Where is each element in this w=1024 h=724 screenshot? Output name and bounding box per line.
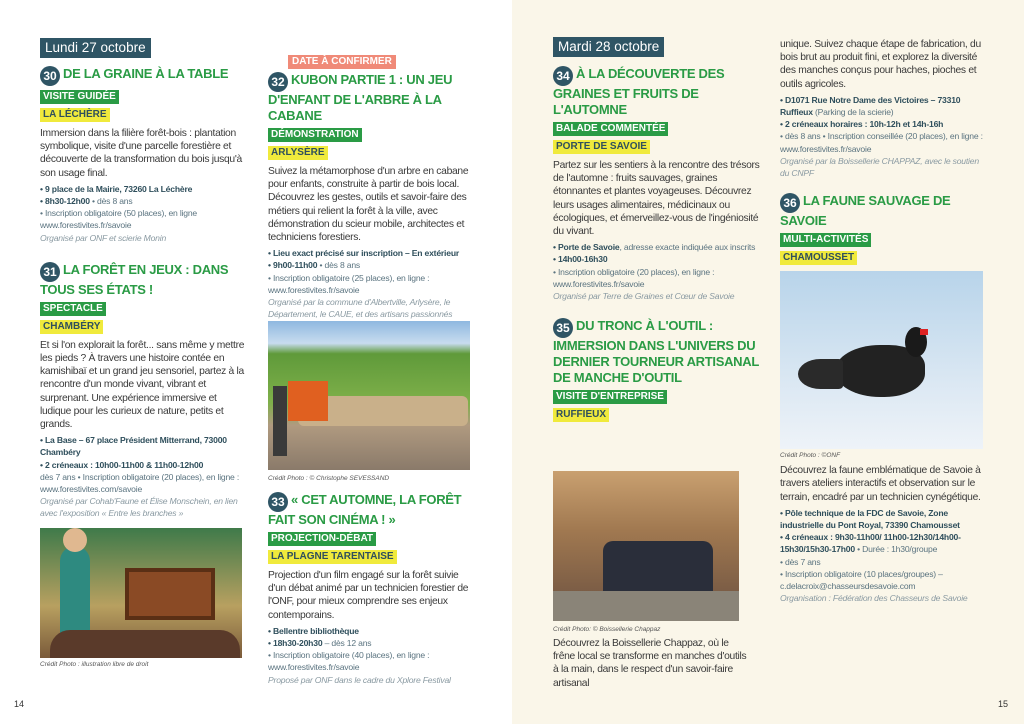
location-tag: CHAMOUSSET [780, 251, 857, 265]
event-organizer: Organisé par ONF et scierie Monin [40, 232, 167, 243]
event-address: • Porte de Savoie [553, 242, 620, 253]
event-age: • dès 8 ans [89, 196, 133, 207]
event-organizer: Organisé par Cohab'Faune et Élise Monschein, en lien avec l'exposition « Entre les branches » [40, 496, 238, 519]
event-title: KUBON PARTIE 1 : UN JEU D'ENFANT DE L'ARBRE À LA CABANE [268, 72, 453, 123]
event-organizer: Organisation : Fédération des Chasseurs de Savoie [780, 593, 968, 604]
event-number: 35 [553, 318, 573, 338]
event-description-continued: unique. Suivez chaque étape de fabrication, du bois brut au produit fini, et explorez la diversité des manches conçus pour haches, pioches et outils agricoles. [780, 39, 981, 90]
address-note: (Parking de la scierie) [812, 107, 894, 118]
workshop-photo [553, 471, 739, 621]
event-age: • dès 7 ans [780, 556, 821, 567]
event-number: 33 [268, 492, 288, 512]
event-time: • 18h30-20h30 [268, 638, 323, 649]
event-type-tag: BALADE COMMENTÉE [553, 122, 668, 136]
event-signup: • Inscription obligatoire (40 places), en ligne : www.forestivites.fr/savoie [268, 650, 430, 673]
event-30 [40, 66, 248, 244]
event-36-details [780, 464, 990, 604]
photo-credit: Crédit Photo : ©ONF [780, 452, 841, 460]
event-number: 31 [40, 262, 60, 282]
event-type-tag: PROJECTION-DÉBAT [268, 532, 376, 546]
event-signup: • dès 8 ans • Inscription conseillée (20 places), en ligne : www.forestivites.fr/savoie [780, 131, 983, 154]
event-35 [553, 318, 761, 422]
event-description: Découvrez la faune emblématique de Savoie à travers ateliers interactifs et observation sur le terrain, encadré par un technicien cynégétique. [780, 465, 981, 503]
event-organizer: Proposé par ONF dans le cadre du Xplore Festival [268, 674, 451, 685]
photo-credit: Crédit Photo : illustration libre de droit [40, 660, 149, 668]
event-type-tag: SPECTACLE [40, 302, 106, 316]
event-age: – dès 12 ans [322, 638, 372, 649]
event-title: LA FORÊT EN JEUX : DANS TOUS SES ÉTATS ! [40, 261, 229, 297]
event-time: • 9h00-11h00 [268, 260, 318, 271]
column-2 [268, 51, 476, 320]
event-title: LA FAUNE SAUVAGE DE SAVOIE [780, 193, 951, 229]
event-signup: • Inscription obligatoire (20 places), en ligne : www.forestivites.fr/savoie [553, 266, 715, 289]
event-organizer: Organisé par Terre de Graines et Cœur de Savoie [553, 291, 735, 302]
day-header: Lundi 27 octobre [40, 38, 151, 58]
sawmill-photo [268, 321, 470, 470]
event-title: À LA DÉCOUVERTE DES GRAINES ET FRUITS DE L'AUTOMNE [553, 66, 725, 117]
event-number: 32 [268, 72, 288, 92]
column-3 [553, 37, 761, 422]
page-number: 15 [998, 699, 1009, 709]
event-address: • 9 place de la Mairie, 73260 La Léchère [40, 183, 193, 194]
event-signup: • Inscription obligatoire (25 places), en ligne : www.forestivites.fr/savoie [268, 272, 430, 295]
event-number: 34 [553, 66, 573, 86]
event-signup: • Inscription obligatoire (10 places/groupes) – c.delacroix@chasseursdesavoie.com [780, 568, 943, 592]
event-description: Suivez la métamorphose d'un arbre en cabane pour enfants, construite à partir de bois local. Découvrez les gestes, outils et savoir-faire des métiers qui relient la forêt à la ville, avec démonstration du scieur mobile, architectes et techniciens forestiers. [268, 166, 469, 244]
event-duration: • Durée : 1h30/groupe [854, 544, 938, 555]
event-33 [268, 492, 476, 686]
event-34 [553, 66, 761, 302]
event-type-tag: VISITE D'ENTREPRISE [553, 390, 667, 404]
location-tag: RUFFIEUX [553, 408, 609, 422]
event-organizer: Organisé par la Boissellerie CHAPPAZ, avec le soutien du CNPF [780, 155, 979, 179]
event-title: DE LA GRAINE À LA TABLE [63, 66, 229, 81]
event-address: • Pôle technique de la FDC de Savoie, Zone industrielle du Pont Royal, 73390 Chamousset [780, 507, 960, 531]
event-title: « CET AUTOMNE, LA FORÊT FAIT SON CINÉMA ! » [268, 492, 462, 527]
event-description: Immersion dans la filière forêt-bois : plantation symbolique, visite d'une parcelle forestière et découverte de la transformation du bois jusqu'à son usage final. [40, 128, 242, 179]
event-address: • La Base – 67 place Président Mitterrand, 73000 Chambéry [40, 435, 227, 458]
event-signup: • Inscription obligatoire (50 places), en ligne www.forestivites.fr/savoie [40, 208, 197, 231]
event-time: • 2 créneaux horaires : 10h-12h et 14h-16h [780, 119, 944, 130]
event-type-tag: MULTI-ACTIVITÉS [780, 233, 871, 247]
event-organizer: Organisé par la commune d'Albertville, Arlysère, le Département, le CAUE, et des artisans passionnés [268, 297, 453, 320]
page-number: 14 [14, 699, 25, 709]
event-title: DU TRONC À L'OUTIL : IMMERSION DANS L'UNIVERS DU DERNIER TOURNEUR ARTISANAL DE MANCHE D'OUTIL [553, 318, 759, 386]
event-address: • Bellentre bibliothèque [268, 625, 359, 636]
storyteller-illustration [40, 528, 242, 658]
status-badge: DATE À CONFIRMER [288, 55, 396, 69]
day-header: Mardi 28 octobre [553, 37, 664, 57]
event-description: Et si l'on explorait la forêt... sans même y mettre les pieds ? À travers une histoire contée en kamishibaï et un grand jeu sensoriel, partez à la rencontre d'un monde vivant, vibrant et surprenant. Une expérience immersive et ludique pour les curieux de nature, petits et grands. [40, 339, 245, 431]
event-description: Projection d'un film engagé sur la forêt suivie d'un débat animé par un technicien forestier de l'ONF, pour mieux comprendre ses enjeux contemporains. [268, 570, 469, 621]
event-number: 36 [780, 193, 800, 213]
event-time: • 4 créneaux : 9h30-11h00/ 11h00-12h30/14h00-15h30/15h30-17h00 [780, 532, 961, 555]
location-tag: LA LÉCHÈRE [40, 108, 110, 122]
event-address: • Lieu exact précisé sur inscription – En extérieur [268, 248, 460, 259]
address-note: , adresse exacte indiquée aux inscrits [619, 242, 756, 253]
event-description: Partez sur les sentiers à la rencontre des trésors de l'automne : fruits sauvages, graines étonnantes et plantes voyageuses. Découvrez leurs usages alimentaires, médicinaux ou écologiques, et émerveillez-vous de l'ingéniosité du vivant. [553, 160, 760, 238]
event-32 [268, 72, 476, 320]
event-age: • dès 8 ans [317, 260, 360, 271]
column-1 [40, 38, 248, 668]
event-number: 30 [40, 66, 60, 86]
event-type-tag: DÉMONSTRATION [268, 128, 362, 142]
location-tag: PORTE DE SAVOIE [553, 140, 650, 154]
photo-credit: Crédit Photo: © Boissellerie Chappaz [553, 626, 661, 633]
grouse-photo [780, 271, 983, 449]
event-address: • D1071 Rue Notre Dame des Victoires – 73310 Ruffieux [780, 94, 961, 118]
photo-credit: Crédit Photo : © Christophe SEVESSAND [268, 475, 390, 482]
location-tag: LA PLAGNE TARENTAISE [268, 550, 397, 564]
event-36 [780, 193, 990, 265]
event-time: • 2 créneaux : 10h00-11h00 & 11h00-12h00 [40, 459, 204, 470]
event-description: Découvrez la Boissellerie Chappaz, où le frêne local se transforme en manches d'outils à la main, dans le respect d'un savoir-faire artisanal [553, 638, 747, 689]
location-tag: CHAMBÉRY [40, 320, 103, 334]
column-4 [780, 33, 990, 604]
event-31 [40, 262, 248, 520]
event-signup: dès 7 ans • Inscription obligatoire (20 places), en ligne : www.forestivites.com/savoie [40, 471, 240, 495]
event-type-tag: VISITE GUIDÉE [40, 90, 119, 104]
event-time: • 14h00-16h30 [553, 254, 608, 265]
location-tag: ARLYSÈRE [268, 146, 328, 160]
event-time: • 8h30-12h00 [40, 196, 90, 207]
